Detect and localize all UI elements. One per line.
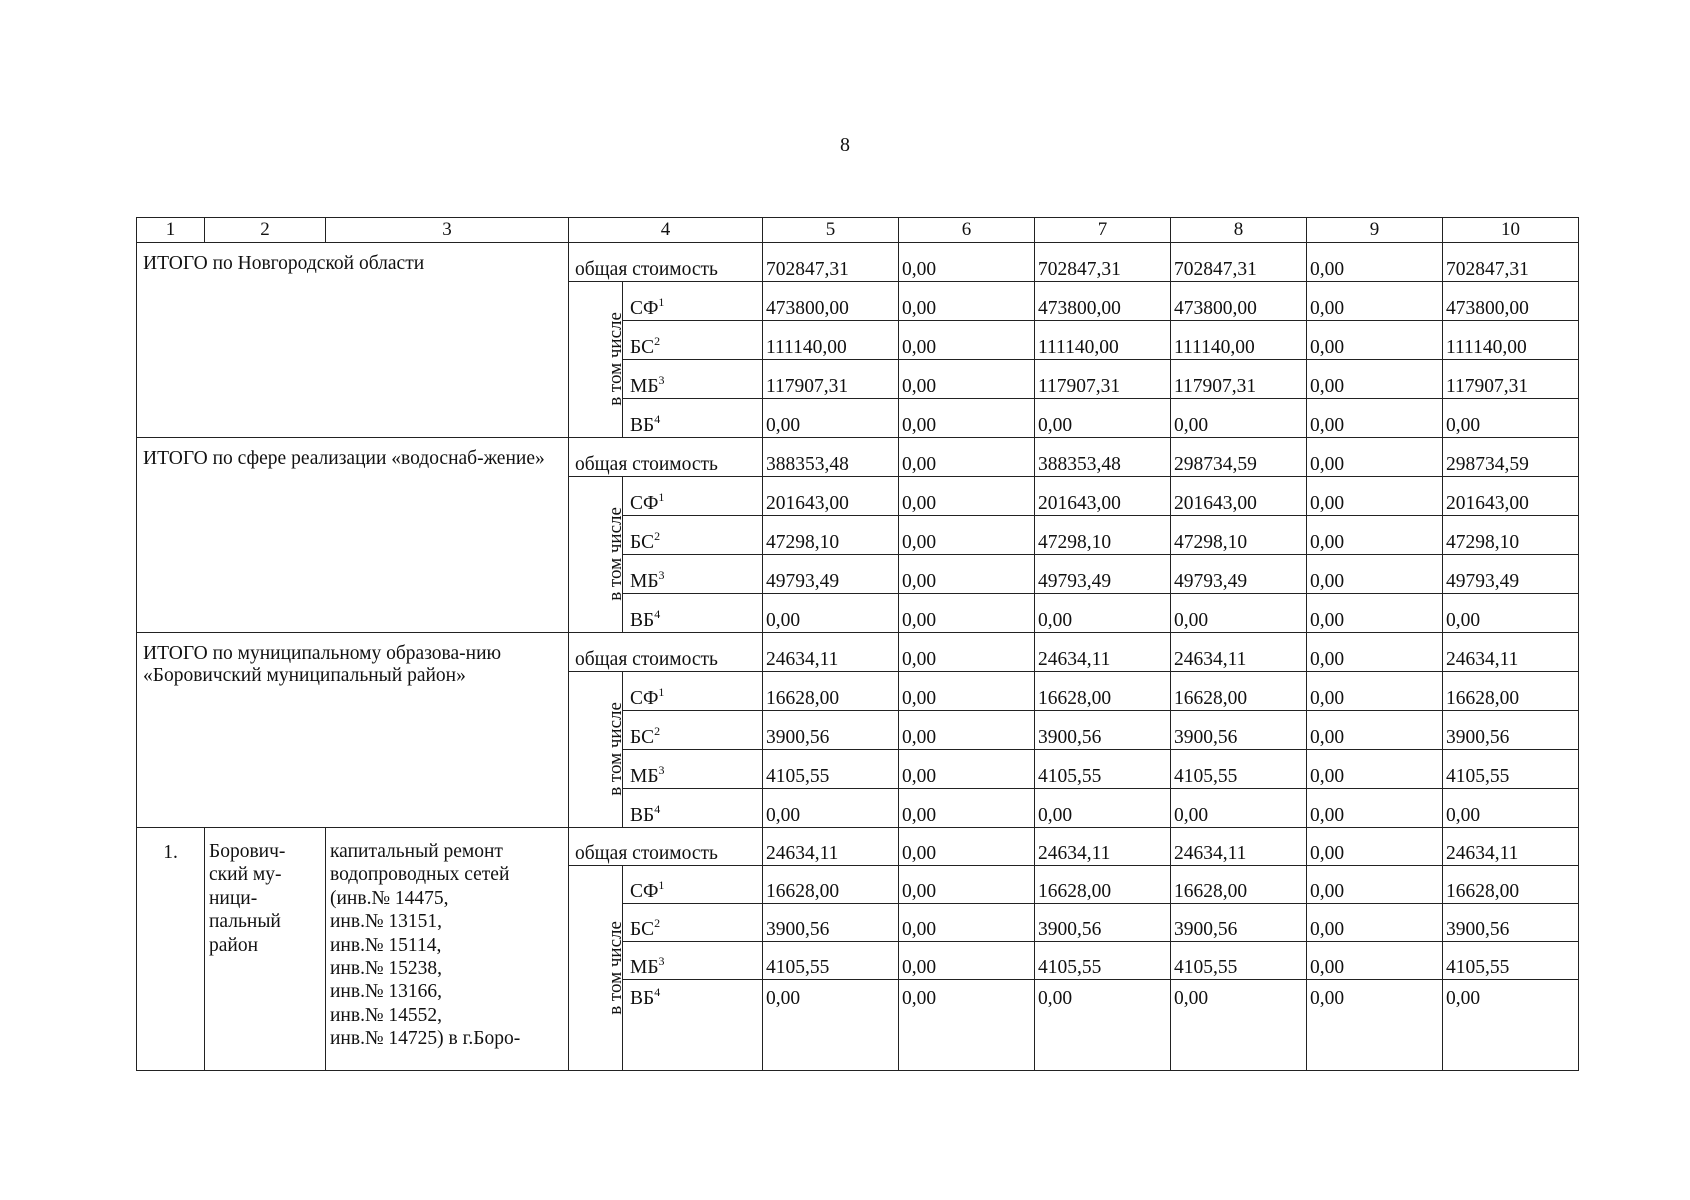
value-col-8: 298734,59 [1171,438,1307,477]
value-col-8: 702847,31 [1171,243,1307,282]
section-total-row [137,633,1579,672]
value-col-8: 0,00 [1171,594,1307,633]
value-col-9: 0,00 [1307,672,1443,711]
description-line: водопроводных сетей [330,864,510,886]
funding-source-label [623,555,763,594]
funding-source-code: СФ [630,297,659,319]
value-col-7: 0,00 [1035,789,1171,828]
value-col-6: 0,00 [899,672,1035,711]
footnote-marker: 4 [654,801,661,816]
total-cost-label: общая стоимость [569,243,763,282]
value-col-5: 388353,48 [763,438,899,477]
funding-source-label [623,516,763,555]
footnote-marker: 1 [658,877,665,892]
value-col-5: 4105,55 [763,750,899,789]
value-col-9: 0,00 [1307,438,1443,477]
value-col-9: 0,00 [1307,360,1443,399]
value-col-6: 0,00 [899,828,1035,866]
funding-source-code: БС [630,726,655,748]
funding-source-code: СФ [630,687,659,709]
footnote-marker: 2 [654,333,661,348]
value-col-5: 24634,11 [763,633,899,672]
footnote-marker: 1 [658,294,665,309]
funding-source-code: ВБ [630,804,655,826]
value-col-6: 0,00 [899,594,1035,633]
description-line: инв.№ 13151, [330,911,443,933]
value-col-8: 24634,11 [1171,633,1307,672]
value-col-10: 49793,49 [1443,555,1579,594]
value-col-6: 0,00 [899,866,1035,904]
value-col-10: 0,00 [1443,399,1579,438]
total-cost-label: общая стоимость [569,633,763,672]
value-col-5: 0,00 [763,789,899,828]
footnote-marker: 1 [658,489,665,504]
funding-source-label [623,980,763,1071]
value-col-8: 3900,56 [1171,711,1307,750]
value-col-6: 0,00 [899,633,1035,672]
value-col-9: 0,00 [1307,980,1443,1071]
header-col-1: 1 [137,218,205,243]
funding-source-label [623,360,763,399]
value-col-10: 4105,55 [1443,750,1579,789]
item-municipality [205,828,326,1071]
value-col-8: 0,00 [1171,980,1307,1071]
section-title: ИТОГО по Новгородской области [137,243,569,438]
funding-source-label [623,321,763,360]
in-that-number-cell [569,866,626,1071]
value-col-7: 702847,31 [1035,243,1171,282]
value-col-10: 298734,59 [1443,438,1579,477]
value-col-7: 0,00 [1035,980,1171,1071]
value-col-9: 0,00 [1307,828,1443,866]
value-col-7: 24634,11 [1035,828,1171,866]
value-col-6: 0,00 [899,904,1035,942]
value-col-10: 111140,00 [1443,321,1579,360]
value-col-6: 0,00 [899,711,1035,750]
funding-source-label [623,594,763,633]
value-col-8: 47298,10 [1171,516,1307,555]
value-col-8: 4105,55 [1171,942,1307,980]
value-col-8: 201643,00 [1171,477,1307,516]
value-col-9: 0,00 [1307,633,1443,672]
value-col-10: 3900,56 [1443,711,1579,750]
value-col-5: 111140,00 [763,321,899,360]
page-number: 8 [840,134,850,156]
municipality-line: ници- [209,887,258,909]
funding-source-label [623,672,763,711]
municipality-line: Борович- [209,841,286,862]
value-col-9: 0,00 [1307,942,1443,980]
value-col-9: 0,00 [1307,243,1443,282]
footnote-marker: 2 [654,528,661,543]
description-line: инв.№ 15238, [330,957,443,979]
header-col-3: 3 [326,218,569,243]
funding-source-code: СФ [630,880,659,902]
value-col-9: 0,00 [1307,711,1443,750]
value-col-7: 0,00 [1035,594,1171,633]
footnote-marker: 2 [654,915,661,930]
total-cost-label: общая стоимость [569,828,763,866]
value-col-8: 3900,56 [1171,904,1307,942]
section-total-row [137,438,1579,477]
value-col-6: 0,00 [899,321,1035,360]
value-col-5: 117907,31 [763,360,899,399]
value-col-8: 16628,00 [1171,866,1307,904]
value-col-6: 0,00 [899,789,1035,828]
header-col-6: 6 [899,218,1035,243]
value-col-6: 0,00 [899,750,1035,789]
in-that-number-label: в том числе [604,507,626,602]
description-line: капитальный ремонт [330,841,503,862]
in-that-number-label: в том числе [604,702,626,797]
total-cost-label: общая стоимость [569,438,763,477]
footnote-marker: 4 [654,985,661,999]
value-col-8: 473800,00 [1171,282,1307,321]
funding-source-code: ВБ [630,414,655,436]
value-col-10: 0,00 [1443,789,1579,828]
value-col-10: 4105,55 [1443,942,1579,980]
value-col-9: 0,00 [1307,904,1443,942]
funding-source-code: МБ [630,570,659,592]
funding-source-code: БС [630,918,655,940]
value-col-6: 0,00 [899,282,1035,321]
value-col-10: 16628,00 [1443,866,1579,904]
funding-source-label [623,711,763,750]
funding-source-label [623,866,763,904]
funding-source-code: БС [630,336,655,358]
value-col-7: 24634,11 [1035,633,1171,672]
value-col-5: 24634,11 [763,828,899,866]
funding-source-code: МБ [630,375,659,397]
in-that-number-label: в том числе [604,920,626,1015]
value-col-5: 16628,00 [763,866,899,904]
value-col-8: 16628,00 [1171,672,1307,711]
footnote-marker: 4 [654,411,661,426]
value-col-7: 388353,48 [1035,438,1171,477]
description-line: инв.№ 14552, [330,1004,443,1026]
value-col-5: 16628,00 [763,672,899,711]
value-col-8: 4105,55 [1171,750,1307,789]
value-col-8: 24634,11 [1171,828,1307,866]
funding-source-label [623,904,763,942]
description-line: инв.№ 14725) в г.Боро- [330,1028,521,1050]
value-col-10: 201643,00 [1443,477,1579,516]
item-total-row [137,828,1579,866]
footnote-marker: 1 [658,684,665,699]
value-col-10: 3900,56 [1443,904,1579,942]
value-col-8: 49793,49 [1171,555,1307,594]
value-col-5: 702847,31 [763,243,899,282]
header-col-5: 5 [763,218,899,243]
value-col-7: 117907,31 [1035,360,1171,399]
value-col-9: 0,00 [1307,594,1443,633]
value-col-7: 0,00 [1035,399,1171,438]
value-col-10: 117907,31 [1443,360,1579,399]
value-col-6: 0,00 [899,980,1035,1071]
footnote-marker: 4 [654,606,661,621]
footnote-marker: 2 [654,723,661,738]
item-description [326,828,569,1071]
value-col-8: 0,00 [1171,789,1307,828]
value-col-7: 3900,56 [1035,904,1171,942]
value-col-7: 49793,49 [1035,555,1171,594]
value-col-9: 0,00 [1307,477,1443,516]
value-col-7: 47298,10 [1035,516,1171,555]
value-col-7: 201643,00 [1035,477,1171,516]
value-col-7: 4105,55 [1035,750,1171,789]
value-col-5: 47298,10 [763,516,899,555]
value-col-7: 4105,55 [1035,942,1171,980]
value-col-5: 0,00 [763,399,899,438]
value-col-7: 111140,00 [1035,321,1171,360]
value-col-7: 473800,00 [1035,282,1171,321]
funding-source-label [623,399,763,438]
value-col-5: 49793,49 [763,555,899,594]
footnote-marker: 3 [658,953,665,968]
value-col-6: 0,00 [899,438,1035,477]
value-col-6: 0,00 [899,555,1035,594]
in-that-number-cell [569,477,626,633]
value-col-5: 473800,00 [763,282,899,321]
value-col-10: 24634,11 [1443,828,1579,866]
in-that-number-cell [569,672,626,828]
in-that-number-label: в том числе [604,312,626,407]
municipality-line: район [209,934,259,956]
value-col-9: 0,00 [1307,789,1443,828]
municipality-line: пальный [209,911,281,933]
value-col-5: 0,00 [763,594,899,633]
value-col-7: 16628,00 [1035,672,1171,711]
value-col-9: 0,00 [1307,866,1443,904]
value-col-10: 0,00 [1443,980,1579,1071]
value-col-10: 473800,00 [1443,282,1579,321]
header-col-10: 10 [1443,218,1579,243]
funding-source-label [623,282,763,321]
municipality-line: ский му- [209,864,282,886]
funding-source-code: ВБ [630,609,655,631]
value-col-10: 16628,00 [1443,672,1579,711]
section-title: ИТОГО по сфере реализации «водоснаб-жение» [137,438,569,633]
value-col-10: 47298,10 [1443,516,1579,555]
in-that-number-cell [569,282,626,438]
footnote-marker: 3 [658,372,665,387]
header-row [137,218,1579,243]
header-col-7: 7 [1035,218,1171,243]
value-col-7: 3900,56 [1035,711,1171,750]
value-col-8: 117907,31 [1171,360,1307,399]
value-col-5: 4105,55 [763,942,899,980]
value-col-10: 24634,11 [1443,633,1579,672]
funding-source-code: ВБ [630,988,655,1009]
funding-source-code: БС [630,531,655,553]
value-col-9: 0,00 [1307,750,1443,789]
description-line: (инв.№ 14475, [330,887,449,909]
value-col-6: 0,00 [899,477,1035,516]
footnote-marker: 3 [658,567,665,582]
value-col-6: 0,00 [899,243,1035,282]
value-col-8: 111140,00 [1171,321,1307,360]
value-col-5: 3900,56 [763,711,899,750]
funding-source-code: СФ [630,492,659,514]
funding-source-label [623,750,763,789]
value-col-9: 0,00 [1307,282,1443,321]
table-body [137,218,1579,1071]
value-col-6: 0,00 [899,399,1035,438]
value-col-9: 0,00 [1307,321,1443,360]
value-col-10: 702847,31 [1443,243,1579,282]
value-col-5: 0,00 [763,980,899,1071]
value-col-7: 16628,00 [1035,866,1171,904]
footnote-marker: 3 [658,762,665,777]
description-line: инв.№ 13166, [330,981,443,1003]
funding-source-label [623,477,763,516]
section-title: ИТОГО по муниципальному образова-нию «Боровичский муниципальный район» [137,633,569,828]
value-col-5: 3900,56 [763,904,899,942]
header-col-8: 8 [1171,218,1307,243]
budget-table [136,217,1579,1071]
description-line: инв.№ 15114, [330,934,442,956]
value-col-10: 0,00 [1443,594,1579,633]
value-col-9: 0,00 [1307,399,1443,438]
funding-source-label [623,942,763,980]
header-col-9: 9 [1307,218,1443,243]
funding-source-code: МБ [630,765,659,787]
value-col-8: 0,00 [1171,399,1307,438]
value-col-6: 0,00 [899,942,1035,980]
value-col-6: 0,00 [899,360,1035,399]
section-total-row [137,243,1579,282]
value-col-5: 201643,00 [763,477,899,516]
funding-source-code: МБ [630,956,659,978]
value-col-9: 0,00 [1307,555,1443,594]
funding-source-label [623,789,763,828]
value-col-6: 0,00 [899,516,1035,555]
header-col-2: 2 [205,218,326,243]
value-col-9: 0,00 [1307,516,1443,555]
item-number: 1. [137,828,205,1071]
header-col-4: 4 [569,218,763,243]
